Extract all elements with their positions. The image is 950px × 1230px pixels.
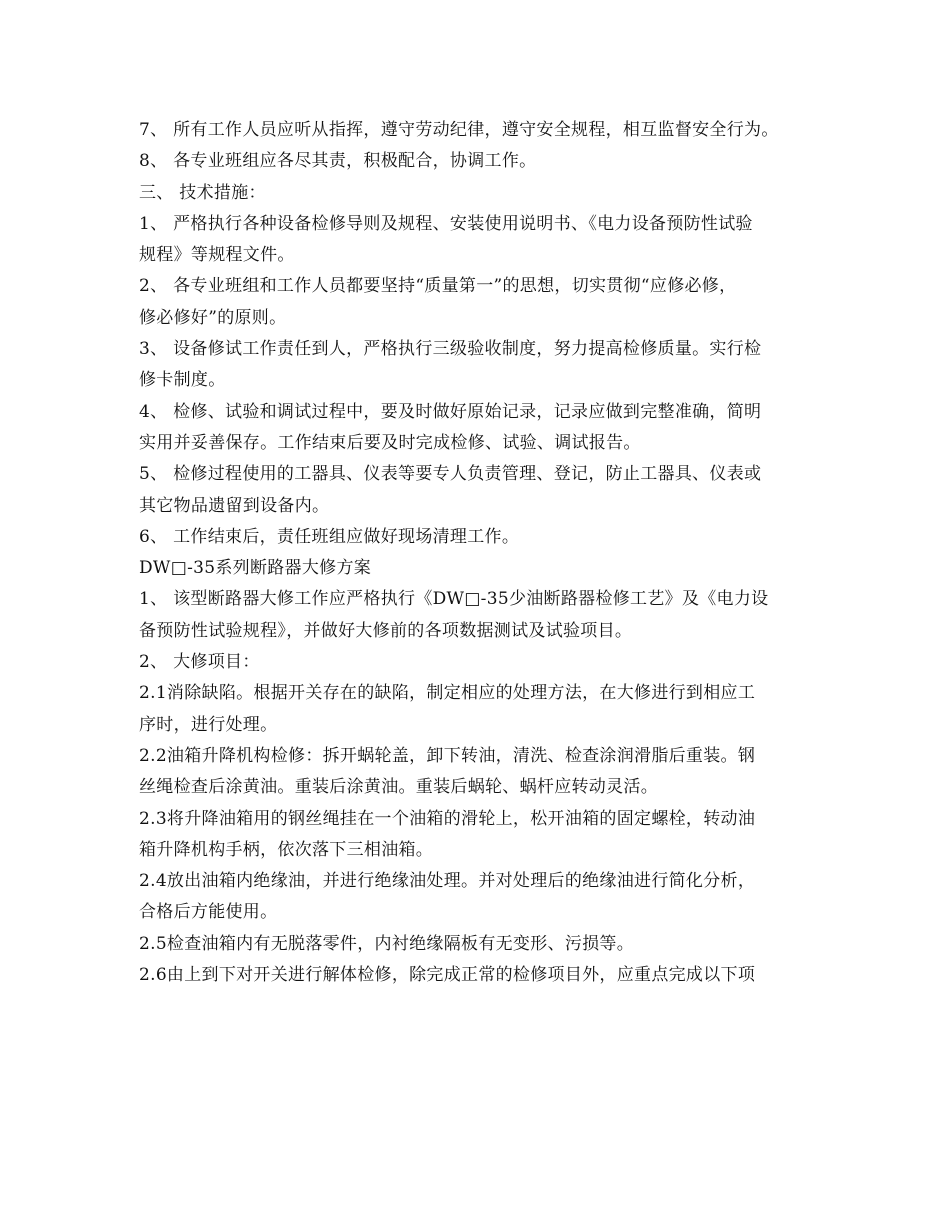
text-line: 丝绳检查后涂黄油。重装后涂黄油。重装后蜗轮、蜗杆应转动灵活。 [139,777,658,798]
text-line: 2.1消除缺陷。根据开关存在的缺陷，制定相应的处理方法，在大修进行到相应工 [139,683,756,704]
text-line: 4、 检修、试验和调试过程中，要及时做好原始记录，记录应做到完整准确，简明 [139,401,762,422]
text-line: 2.3将升降油箱用的钢丝绳挂在一个油箱的滑轮上，松开油箱的固定螺栓，转动油 [139,808,756,829]
text-line: 2.4放出油箱内绝缘油，并进行绝缘油处理。并对处理后的绝缘油进行简化分析， [139,871,756,892]
text-line: 2.6由上到下对开关进行解体检修，除完成正常的检修项目外，应重点完成以下项 [139,965,756,986]
document-body [139,115,829,991]
text-line: 2.2油箱升降机构检修：拆开蜗轮盖，卸下转油，清洗、检查涂润滑脂后重装。钢 [139,745,756,766]
text-line: 6、 工作结束后，责任班组应做好现场清理工作。 [139,526,520,547]
text-line: 箱升降机构手柄，依次落下三相油箱。 [139,839,434,860]
text-line: 实用并妥善保存。工作结束后要及时完成检修、试验、调试报告。 [139,432,641,453]
text-line: 7、 所有工作人员应听从指挥，遵守劳动纪律，遵守安全规程，相互监督安全行为。 [139,120,779,140]
text-line: 规程》等规程文件。 [139,245,295,266]
text-line: 序时，进行处理。 [139,714,278,735]
section-heading: 三、 技术措施： [139,182,266,203]
text-line: 1、 该型断路器大修工作应严格执行《DW□-35少油断路器检修工艺》及《电力设 [139,589,769,610]
text-line: 1、 严格执行各种设备检修导则及规程、安装使用说明书、《电力设备预防性试验 [139,213,753,234]
text-line: 修卡制度。 [139,370,226,391]
text-line: 2、 各专业班组和工作人员都要坚持“质量第一”的思想，切实贯彻“应修必修， [139,276,737,297]
text-line: 8、 各专业班组应各尽其责，积极配合，协调工作。 [139,151,537,172]
text-line: 2、 大修项目： [139,652,260,673]
text-line: 2.5检查油箱内有无脱落零件，内衬绝缘隔板有无变形、污损等。 [139,933,635,954]
text-line: 其它物品遗留到设备内。 [139,495,330,516]
text-line: 合格后方能使用。 [139,902,278,923]
text-line: 3、 设备修试工作责任到人，严格执行三级验收制度，努力提高检修质量。实行检 [139,339,762,360]
text-line: 备预防性试验规程》，并做好大修前的各项数据测试及试验项目。 [139,620,633,641]
text-line: 修必修好”的原则。 [139,307,287,328]
text-line: 5、 检修过程使用的工器具、仪表等要专人负责管理、登记，防止工器具、仪表或 [139,464,762,485]
section-heading: DW□-35系列断路器大修方案 [139,558,372,579]
